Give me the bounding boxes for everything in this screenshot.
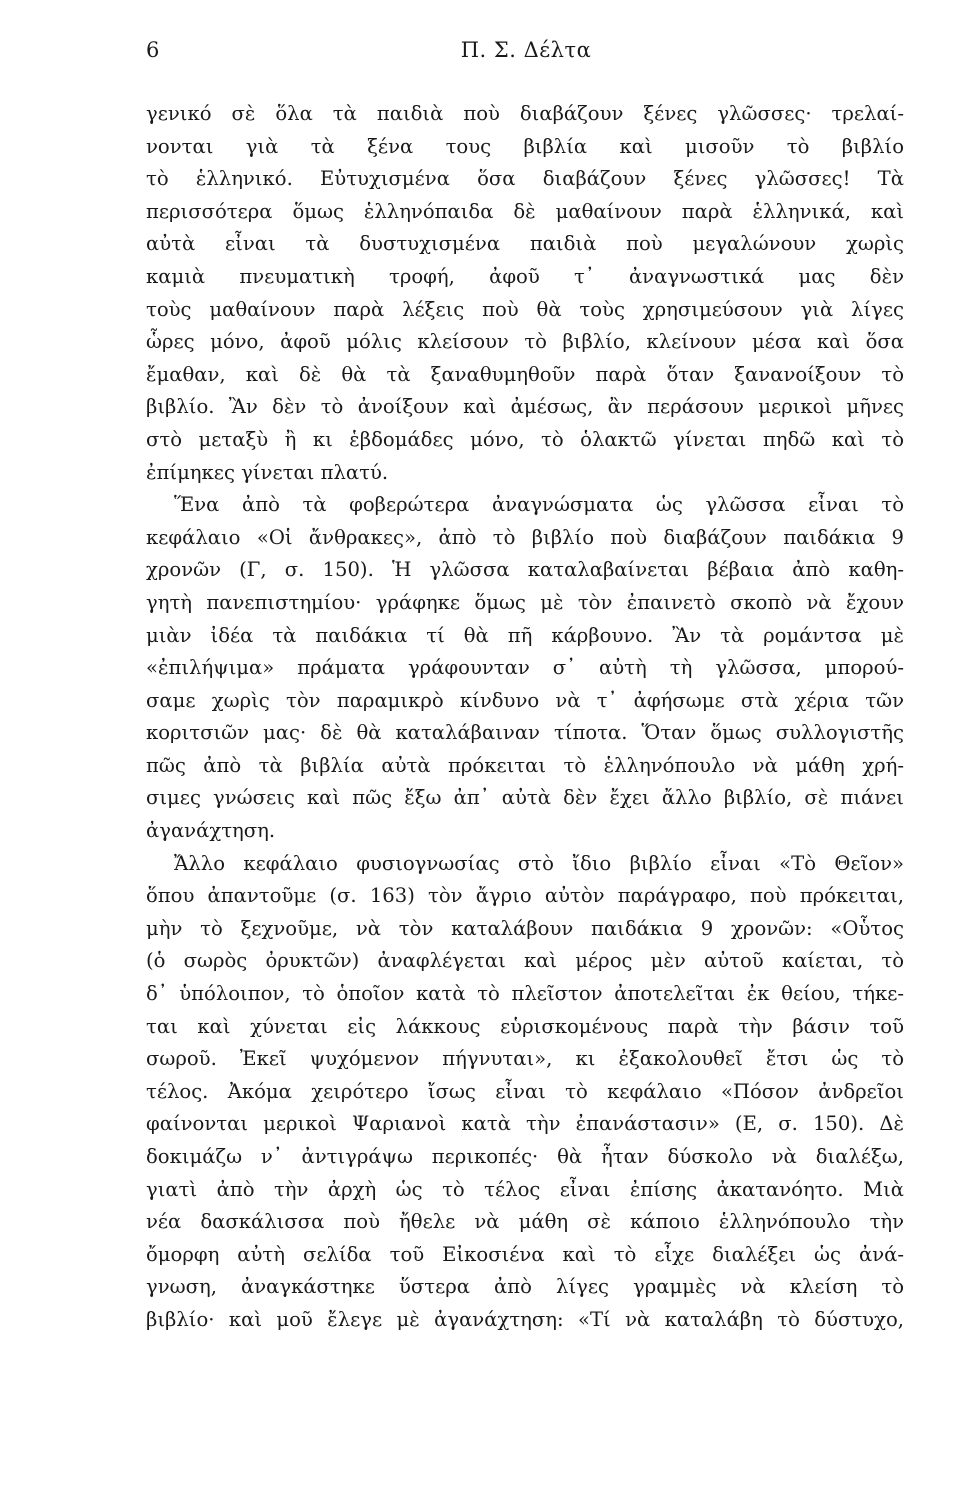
text-line: ἐπίμηκες γίνεται πλατύ. <box>146 460 389 484</box>
paragraph-first-line: Ἄλλο κεφάλαιο φυσιογνωσίας στὸ ἴδιο βιβλίο εἶναι «Τὸ Θεῖον» <box>174 851 904 875</box>
text-line: βιβλίο. Ἂν δὲν τὸ ἀνοίξουν καὶ ἀμέσως, ἂν περάσουν μερικοὶ μῆνες <box>146 395 904 419</box>
text-line: ἔμαθαν, καὶ δὲ θὰ τὰ ξαναθυμηθοῦν παρὰ ὅταν ξανανοίξουν τὸ <box>146 362 904 386</box>
text-line: δοκιμάζω ν᾿ ἀντιγράψω περικοπές· θὰ ἦταν δύσκολο νὰ διαλέξω, <box>146 1145 904 1168</box>
text-line: ὄμορφη αὐτὴ σελίδα τοῦ Εἰκοσιένα καὶ τὸ εἶχε διαλέξει ὡς ἀνά- <box>146 1242 904 1266</box>
text-line: κεφάλαιο «Οἱ ἄνθρακες», ἀπὸ τὸ βιβλίο ποὺ διαβάζουν παιδάκια 9 <box>146 525 904 549</box>
text-line: ὧρες μόνο, ἀφοῦ μόλις κλείσουν τὸ βιβλίο, κλείνουν μέσα καὶ ὅσα <box>146 330 904 354</box>
text-line: γιατὶ ἀπὸ τὴν ἀρχὴ ὡς τὸ τέλος εἶναι ἐπίσης ἀκατανόητο. Μιὰ <box>146 1177 904 1201</box>
text-line: περισσότερα ὅμως ἑλληνόπαιδα δὲ μαθαίνουν παρὰ ἑλληνικά, καὶ <box>146 199 904 223</box>
text-line: τέλος. Ἀκόμα χειρότερο ἴσως εἶναι τὸ κεφάλαιο «Πόσον ἀνδρεῖοι <box>146 1079 904 1103</box>
page-header <box>146 38 906 72</box>
text-line: στὸ μεταξὺ ἢ κι ἑβδομάδες μόνο, τὸ ὁλακτῶ γίνεται πηδῶ καὶ τὸ <box>146 427 904 451</box>
body-text <box>146 98 904 1337</box>
text-line: νονται γιὰ τὰ ξένα τους βιβλία καὶ μισοῦν τὸ βιβλίο <box>146 134 904 158</box>
text-line: πῶς ἀπὸ τὰ βιβλία αὐτὰ πρόκειται τὸ ἑλληνόπουλο νὰ μάθη χρή- <box>146 753 904 777</box>
text-line: μιὰν ἰδέα τὰ παιδάκια τί θὰ πῆ κάρβουνο. Ἂν τὰ ρομάντσα μὲ <box>146 623 904 647</box>
text-line: γνωση, ἀναγκάστηκε ὕστερα ἀπὸ λίγες γραμμὲς νὰ κλείση τὸ <box>146 1275 904 1299</box>
text-line: σιμες γνώσεις καὶ πῶς ἔξω ἀπ᾿ αὐτὰ δὲν ἔχει ἄλλο βιβλίο, σὲ πιάνει <box>146 786 904 810</box>
text-line: ἀγανάχτηση. <box>146 819 276 843</box>
text-line: αὐτὰ εἶναι τὰ δυστυχισμένα παιδιὰ ποὺ μεγαλώνουν χωρὶς <box>146 232 904 256</box>
text-line: τοὺς μαθαίνουν παρὰ λέξεις ποὺ θὰ τοὺς χρησιμεύσουν γιὰ λίγες <box>146 297 904 321</box>
text-line: τὸ ἑλληνικό. Εὐτυχισμένα ὅσα διαβάζουν ξένες γλῶσσες! Τὰ <box>146 167 904 191</box>
text-line: δ᾿ ὑπόλοιπον, τὸ ὁποῖον κατὰ τὸ πλεῖστον ἀποτελεῖται ἐκ θείου, τήκε- <box>146 982 904 1006</box>
text-line: φαίνονται μερικοὶ Ψαριανοὶ κατὰ τὴν ἐπανάστασιν» (Ε, σ. 150). Δὲ <box>146 1112 904 1136</box>
text-line: ται καὶ χύνεται εἰς λάκκους εὑρισκομένους παρὰ τὴν βάσιν τοῦ <box>146 1014 904 1038</box>
text-line: σαμε χωρὶς τὸν παραμικρὸ κίνδυνο νὰ τ᾿ ἀφήσωμε στὰ χέρια τῶν <box>146 688 904 712</box>
page-number: 6 <box>146 38 160 62</box>
text-line: καμιὰ πνευματικὴ τροφή, ἀφοῦ τ᾿ ἀναγνωστικά μας δὲν <box>146 264 904 288</box>
text-line: νέα δασκάλισσα ποὺ ἤθελε νὰ μάθη σὲ κάποιο ἑλληνόπουλο τὴν <box>146 1210 904 1234</box>
text-line: σωροῦ. Ἐκεῖ ψυχόμενον πήγνυται», κι ἐξακολουθεῖ ἔτσι ὡς τὸ <box>146 1047 904 1071</box>
text-line: μὴν τὸ ξεχνοῦμε, νὰ τὸν καταλάβουν παιδάκια 9 χρονῶν: «Οὗτος <box>146 916 904 940</box>
text-line: ὅπου ἀπαντοῦμε (σ. 163) τὸν ἄγριο αὐτὸν παράγραφο, ποὺ πρόκειται, <box>146 884 904 908</box>
text-line: (ὁ σωρὸς ὀρυκτῶν) ἀναφλέγεται καὶ μέρος μὲν αὐτοῦ καίεται, τὸ <box>146 949 904 973</box>
text-line: «ἐπιλήψιμα» πράματα γράφουνταν σ᾿ αὐτὴ τὴ γλῶσσα, μπορού- <box>146 656 904 680</box>
text-line: χρονῶν (Γ, σ. 150). Ἡ γλῶσσα καταλαβαίνεται βέβαια ἀπὸ καθη- <box>146 558 904 582</box>
text-line: γενικό σὲ ὅλα τὰ παιδιὰ ποὺ διαβάζουν ξένες γλῶσσες· τρελαί- <box>146 102 904 125</box>
text-line: κοριτσιῶν μας· δὲ θὰ καταλάβαιναν τίποτα. Ὅταν ὅμως συλλογιστῆς <box>146 721 904 745</box>
text-line: γητὴ πανεπιστημίου· γράφηκε ὅμως μὲ τὸν ἐπαινετὸ σκοπὸ νὰ ἔχουν <box>146 590 904 614</box>
running-title: Π. Σ. Δέλτα <box>460 38 592 62</box>
paragraph-first-line: Ἕνα ἀπὸ τὰ φοβερώτερα ἀναγνώσματα ὡς γλῶσσα εἶναι τὸ <box>174 493 904 517</box>
text-line: βιβλίο· καὶ μοῦ ἔλεγε μὲ ἀγανάχτηση: «Τί νὰ καταλάβη τὸ δύστυχο, <box>146 1307 904 1331</box>
